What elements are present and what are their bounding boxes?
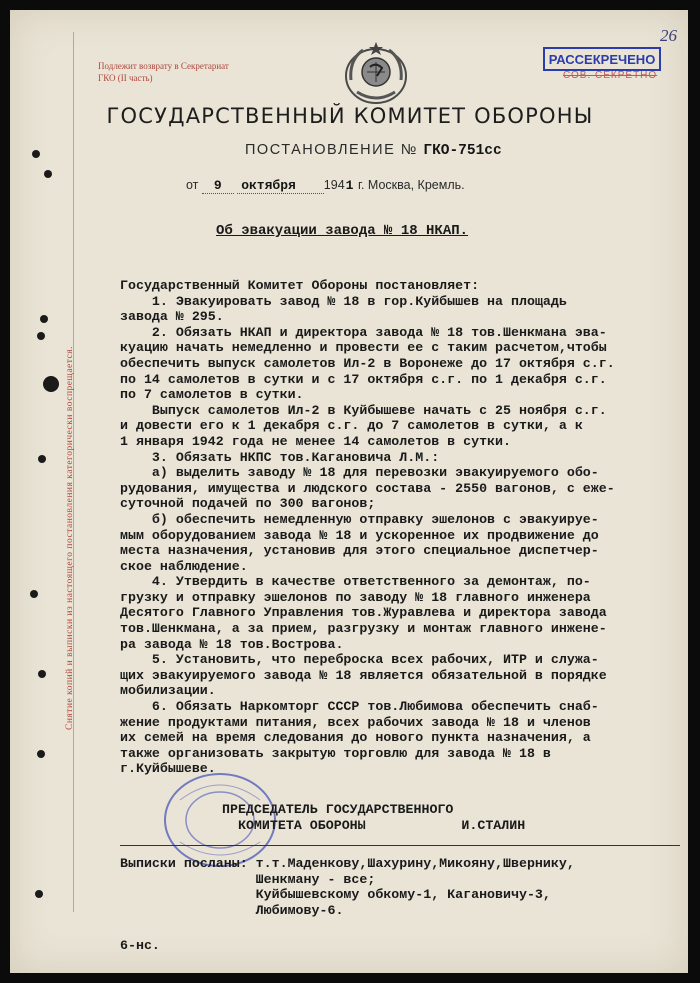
side-warning-note: Снятие копий и выписки из настоящего постановления категорически воспрещается.: [65, 346, 75, 730]
decree-word: ПОСТАНОВЛЕНИЕ №: [245, 142, 418, 158]
punch-hole: [38, 670, 46, 678]
decree-number: ГКО-751сс: [423, 143, 502, 159]
punch-hole: [37, 750, 45, 758]
punch-hole: [37, 332, 45, 340]
signature-block: ПРЕДСЕДАТЕЛЬ ГОСУДАРСТВЕННОГО КОМИТЕТА ОБОРОНЫ И.СТАЛИН: [222, 802, 526, 833]
copies-distribution: Выписки посланы: т.т.Маденкову,Шахурину,Микояну,Швернику, Шенкману - все; Куйбышевскому обкому-1, Кагановичу-3, Любимову-6.: [120, 856, 575, 918]
date-line: [186, 178, 465, 193]
date-year-prefix: 194: [323, 178, 345, 192]
footer-code: 6-нс.: [120, 938, 160, 953]
punch-hole: [30, 590, 38, 598]
decree-subject: Об эвакуации завода № 18 НКАП.: [216, 223, 469, 239]
date-month: октября: [237, 178, 324, 194]
date-year-suffix: 1: [345, 178, 354, 193]
return-note: [98, 60, 229, 84]
punch-hole: [38, 455, 46, 463]
organization-title: ГОСУДАРСТВЕННЫЙ КОМИТЕТ ОБОРОНЫ: [106, 104, 594, 128]
decree-body: Государственный Комитет Обороны постановляет: 1. Эвакуировать завод № 18 в гор.Куйбышев на площадь завода № 295. 2. Обязать НКАП и директора завода № 18 тов.Шенкмана эва- куацию начать немедленно и провести ее с таким расчетом,чтобы обеспечить выпуск самолетов Ил-2 в Воронеже до 17 октября с.г. по 14 самолетов в сутки и с 17 октября с.г. по 1 декабря с.г. по 7 самолетов в сутки. Выпуск самолетов Ил-2 в Куйбышеве начать с 25 ноября с.г. и довести его к 1 декабря с.г. до 7 самолетов в сутки, а к 1 января 1942 года не менее 14 самолетов в сутки. 3. Обязать НКПС тов.Кагановича Л.М.: а) выделить заводу № 18 для перевозки эвакуируемого обо- рудования, имущества и людского состава - 2550 вагонов, с еже- суточной подачей по 300 вагонов; б) обеспечить немедленную отправку эшелонов с эвакуируе- мым оборудованием завода № 18 и ускоренное их продвижение до места назначения, установив для этого специальное диспетчер- ское наблюдение. 4. Утвердить в качестве ответственного за демонтаж, по- грузку и отправку эшелонов по заводу № 18 главного инженера Десятого Главного Управления тов.Журавлева и директора завода тов.Шенкмана, а за прием, разгрузку и монтаж главного инжене- ра завода № 18 тов.Вострова. 5. Установить, что переброска всех рабочих, ИТР и служа- щих эвакуируемого завода № 18 является обязательной в порядке мобилизации. 6. Обязать Наркомторг СССР тов.Любимова обеспечить снаб- жение продуктами питания, всех рабочих завода № 18 и членов их семей на время следования до нового пункта назначения, а также организовать закрытую торговлю для завода № 18 в г.Куйбышеве.: [120, 278, 615, 777]
struck-classification: СОВ. СЕКРЕТНО: [563, 70, 658, 81]
sheet-number: 26: [660, 26, 677, 45]
date-place: г. Москва, Кремль.: [357, 178, 465, 192]
return-note-line: ГКО (II часть): [98, 73, 153, 83]
return-note-line: Подлежит возврату в Секретариат: [98, 61, 229, 71]
separator-line: [120, 845, 680, 846]
punch-hole: [43, 376, 59, 392]
state-emblem-icon: [343, 40, 409, 106]
date-prefix: от: [186, 178, 199, 192]
declassified-stamp: РАССЕКРЕЧЕНО: [543, 47, 661, 71]
date-day: 9: [202, 178, 234, 194]
punch-hole: [32, 150, 40, 158]
punch-hole: [35, 890, 43, 898]
decree-line: [245, 142, 502, 159]
punch-hole: [44, 170, 52, 178]
punch-hole: [40, 315, 48, 323]
